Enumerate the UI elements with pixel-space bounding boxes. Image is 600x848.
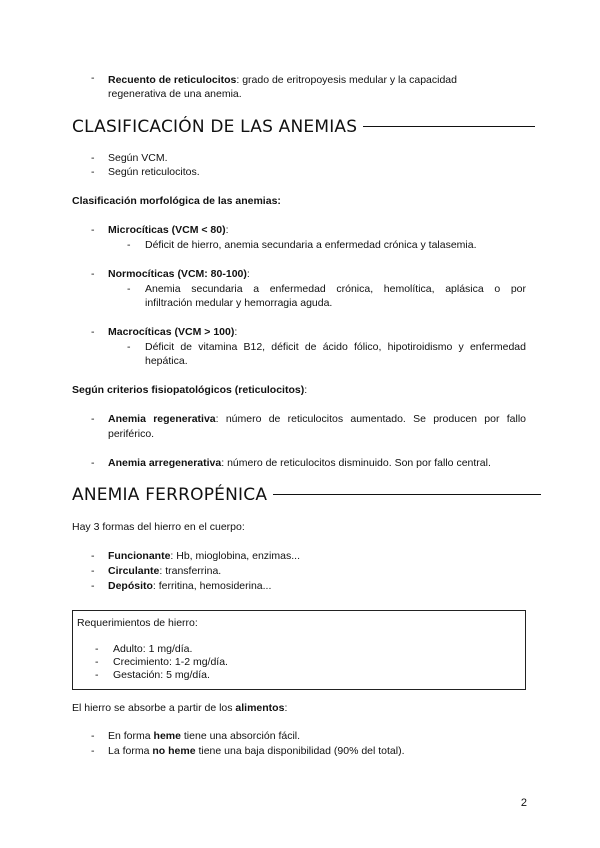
colon: : [234, 326, 238, 338]
bullet-dash: - [91, 457, 95, 469]
bullet-dash: - [91, 152, 95, 164]
bullet-dash: - [91, 224, 95, 236]
bullet-dash: - [91, 326, 95, 338]
colon: : [246, 268, 250, 280]
bullet-dash: - [95, 656, 99, 668]
term-microciticas: Microcíticas (VCM < 80) [108, 224, 226, 236]
item-text: : Hb, mioglobina, enzimas... [170, 550, 300, 562]
section-title-text: CLASIFICACIÓN DE LAS ANEMIAS [72, 117, 358, 137]
bullet-dash: - [95, 643, 99, 655]
text: El hierro se absorbe a partir de los [72, 702, 236, 714]
bullet-dash: - [127, 341, 131, 353]
section-title-clasificacion [72, 117, 535, 137]
sub-item-cont: infiltración medular y hemorragia aguda. [145, 297, 333, 309]
absorb-text [72, 702, 287, 714]
intro-text: Hay 3 formas del hierro en el cuerpo: [72, 521, 245, 533]
list-item-deposito [108, 580, 271, 592]
colon: : [225, 224, 229, 236]
text: : [284, 702, 288, 714]
list-item-normociticas [108, 268, 250, 280]
section-title-ferropenica [72, 485, 541, 505]
bullet-dash: - [91, 550, 95, 562]
list-item-circulante [108, 565, 221, 577]
term: Circulante [108, 565, 160, 577]
term-reticulocitos: Recuento de reticulocitos [108, 74, 237, 86]
term-arregenerativa: Anemia arregenerativa [108, 457, 222, 469]
bold-text: heme [153, 730, 181, 742]
text: tiene una absorción fácil. [180, 730, 301, 742]
bullet-dash: - [91, 565, 95, 577]
bullet-dash: - [91, 268, 95, 280]
bullet-dash: - [95, 669, 99, 681]
term-regenerativa: Anemia regenerativa [108, 413, 216, 425]
box-title: Requerimientos de hierro: [77, 617, 198, 629]
sub-item: Déficit de vitamina B12, déficit de ácido fólico, hipotiroidismo y enfermedad [145, 341, 526, 353]
box-item: Crecimiento: 1-2 mg/día. [113, 656, 228, 668]
item-text: : número de reticulocitos aumentado. Se producen por fallo [215, 413, 526, 425]
bullet-dash: - [127, 239, 131, 251]
bullet-dash: - [91, 730, 95, 742]
subheading-morfologica: Clasificación morfológica de las anemias: [72, 195, 281, 207]
bold-text: alimentos [235, 702, 285, 714]
subheading-fisiopatologicos [72, 384, 307, 396]
bullet-dash: - [91, 166, 95, 178]
page-number: 2 [520, 797, 527, 809]
box-item: Adulto: 1 mg/día. [113, 643, 193, 655]
term: Funcionante [108, 550, 171, 562]
colon: : [304, 384, 308, 396]
list-item-funcionante [108, 550, 300, 562]
list-item-microciticas [108, 224, 229, 236]
bullet-dash: - [91, 745, 95, 757]
sub-item-cont: hepática. [145, 355, 188, 367]
term: Depósito [108, 580, 153, 592]
item-text: : número de reticulocitos disminuido. Son por fallo central. [221, 457, 491, 469]
list-item-heme [108, 730, 300, 742]
list-item: Según VCM. [108, 152, 168, 164]
list-item-reticulocitos [108, 72, 526, 88]
term-normociticas: Normocíticas (VCM: 80-100) [108, 268, 247, 280]
bullet-dash: - [91, 580, 95, 592]
bullet-dash: - [127, 283, 131, 295]
list-item: Según reticulocitos. [108, 166, 200, 178]
list-item-arregenerativa [108, 457, 491, 469]
heading-rule [273, 494, 541, 495]
list-item-regenerativa [108, 413, 526, 425]
term-macrociticas: Macrocíticas (VCM > 100) [108, 326, 235, 338]
item-text: : ferritina, hemosiderina... [152, 580, 272, 592]
sub-item: Déficit de hierro, anemia secundaria a enfermedad crónica y talasemia. [145, 239, 477, 251]
subheading-text: Según criterios fisiopatológicos (reticulocitos) [72, 384, 305, 396]
text: La forma [108, 745, 153, 757]
text: tiene una baja disponibilidad (90% del total). [195, 745, 405, 757]
bullet-dash: - [91, 413, 95, 425]
item-text: : transferrina. [159, 565, 222, 577]
box-item: Gestación: 5 mg/día. [113, 669, 210, 681]
item-text-cont: regenerativa de una anemia. [108, 88, 242, 100]
sub-item: Anemia secundaria a enfermedad crónica, hemolítica, aplásica o por [145, 283, 526, 295]
heading-rule [363, 126, 535, 127]
bold-text: no heme [152, 745, 196, 757]
list-item-macrociticas [108, 326, 237, 338]
bullet-dash: - [91, 72, 95, 84]
text: En forma [108, 730, 154, 742]
item-text-cont: periférico. [108, 428, 155, 440]
list-item-no-heme [108, 745, 405, 757]
section-title-text: ANEMIA FERROPÉNICA [72, 485, 268, 505]
item-text: : grado de eritropoyesis medular y la capacidad [236, 74, 457, 86]
